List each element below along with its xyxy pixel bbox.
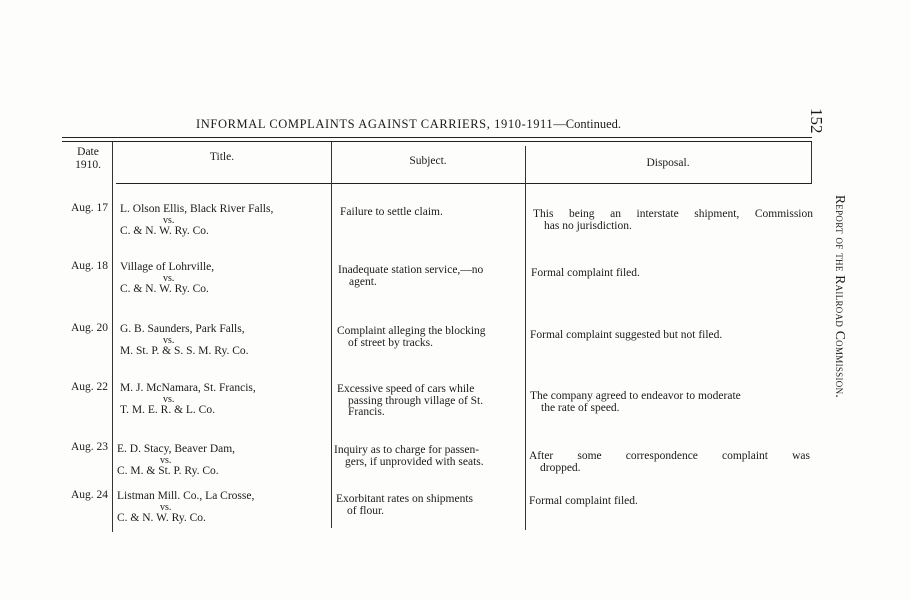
side-running-title: Report of the Railroad Commission.	[833, 195, 848, 399]
title-complainant: L. Olson Ellis, Black River Falls,	[120, 203, 274, 215]
title-vs: vs.	[163, 214, 175, 226]
row-title	[120, 262, 330, 295]
title-respondent: C. & N. W. Ry. Co.	[120, 282, 209, 295]
top-rule-thick	[62, 137, 812, 138]
title-complainant: Village of Lohrville,	[120, 261, 215, 273]
disposal-line: The company agreed to endeavor to moderate	[530, 390, 741, 402]
subject-line: of street by tracks.	[348, 336, 433, 349]
title-respondent: C. & N. W. Ry. Co.	[117, 511, 206, 524]
column-divider-subject	[525, 146, 526, 530]
subject-line: Inadequate station service,—no	[338, 264, 484, 276]
row-disposal	[529, 451, 810, 474]
row-date: Aug. 23	[70, 441, 108, 453]
row-subject	[340, 207, 523, 219]
subject-line: of flour.	[347, 504, 385, 517]
subject-line: passing through village of St.	[348, 394, 484, 407]
subject-line: Francis.	[348, 406, 385, 418]
row-disposal	[530, 391, 810, 414]
page-number: 152	[807, 108, 826, 134]
row-subject	[334, 445, 523, 468]
title-vs: vs.	[163, 393, 175, 405]
row-disposal	[533, 209, 813, 232]
page-title	[196, 117, 621, 132]
page-title-text: INFORMAL COMPLAINTS AGAINST CARRIERS, 1910-1911	[196, 117, 554, 131]
disposal-line: After some correspondence complaint was	[529, 450, 810, 462]
subject-line: Exorbitant rates on shipments	[336, 493, 474, 505]
disposal-line: the rate of speed.	[541, 401, 620, 414]
title-vs: vs.	[160, 454, 172, 466]
column-header-date-line2: 1910.	[75, 159, 101, 171]
title-complainant: E. D. Stacy, Beaver Dam,	[117, 443, 236, 455]
row-subject	[337, 384, 523, 419]
subject-line: agent.	[349, 275, 377, 288]
column-divider-date	[112, 142, 113, 532]
disposal-line: Formal complaint suggested but not filed.	[530, 329, 723, 341]
row-date: Aug. 24	[70, 489, 108, 501]
disposal-line: dropped.	[540, 461, 581, 474]
column-divider-title	[331, 142, 332, 528]
row-disposal	[530, 330, 810, 342]
row-date: Aug. 18	[70, 260, 108, 272]
row-date: Aug. 20	[70, 322, 108, 334]
header-rule	[116, 183, 812, 184]
row-date: Aug. 17	[70, 202, 108, 214]
row-subject	[338, 265, 523, 288]
column-header-title: Title.	[209, 151, 235, 163]
disposal-line: has no jurisdiction.	[544, 219, 632, 232]
subject-line: gers, if unprovided with seats.	[345, 455, 484, 468]
column-header-date	[66, 146, 110, 172]
subject-line: Failure to settle claim.	[340, 206, 443, 218]
disposal-line: This being an interstate shipment, Commission	[533, 208, 813, 220]
row-title	[120, 204, 330, 237]
row-title	[120, 324, 330, 357]
title-vs: vs.	[160, 501, 172, 513]
column-header-disposal: Disposal.	[646, 157, 690, 169]
row-title	[117, 444, 329, 477]
title-vs: vs.	[163, 334, 175, 346]
row-date: Aug. 22	[70, 381, 108, 393]
subject-line: Complaint alleging the blocking	[337, 325, 486, 337]
row-subject	[336, 494, 523, 517]
title-respondent: C. M. & St. P. Ry. Co.	[117, 464, 219, 477]
title-respondent: C. & N. W. Ry. Co.	[120, 224, 209, 237]
top-rule-thin	[62, 141, 812, 142]
disposal-line: Formal complaint filed.	[531, 267, 640, 279]
row-subject	[337, 326, 523, 349]
row-title	[120, 383, 330, 416]
column-header-subject: Subject.	[409, 155, 447, 167]
title-respondent: T. M. E. R. & L. Co.	[120, 403, 215, 416]
subject-line: Inquiry as to charge for passen-	[334, 444, 480, 456]
title-vs: vs.	[163, 272, 175, 284]
row-title	[117, 491, 329, 524]
disposal-line: Formal complaint filed.	[529, 495, 638, 507]
column-header-date-line1: Date	[77, 146, 99, 158]
title-complainant: G. B. Saunders, Park Falls,	[120, 323, 245, 335]
title-complainant: Listman Mill. Co., La Crosse,	[117, 490, 255, 502]
title-respondent: M. St. P. & S. S. M. Ry. Co.	[120, 344, 249, 357]
page-title-continued: —Continued.	[553, 117, 622, 131]
row-disposal	[529, 496, 810, 508]
column-divider-disposal-stub	[811, 142, 812, 184]
title-complainant: M. J. McNamara, St. Francis,	[120, 382, 256, 394]
subject-line: Excessive speed of cars while	[337, 383, 475, 395]
row-disposal	[531, 268, 811, 280]
